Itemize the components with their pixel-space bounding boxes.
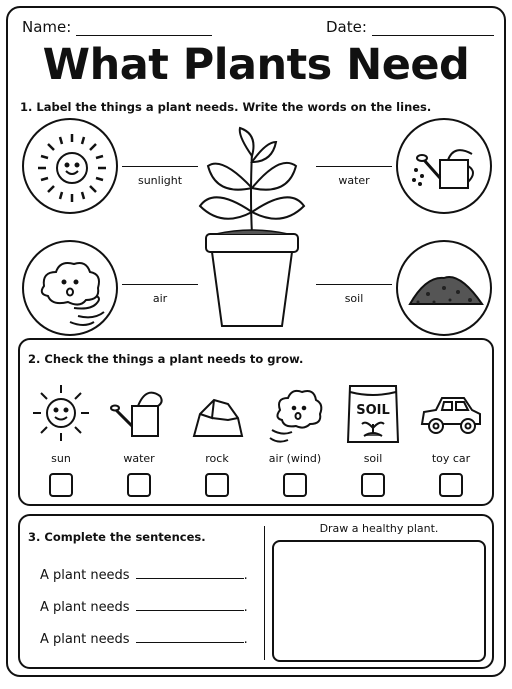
date-label: Date: — [326, 18, 367, 36]
section1-instruction: 1. Label the things a plant needs. Write the words on the lines. — [20, 100, 432, 114]
sentence-1 — [40, 566, 248, 583]
soil-pile-icon — [396, 240, 492, 336]
check-item-rock — [184, 380, 250, 497]
soil-bag-text: SOIL — [356, 403, 390, 418]
item-label-sun: sun — [51, 452, 71, 465]
section3-box — [18, 514, 494, 669]
soil-bag-icon — [340, 380, 406, 446]
soil-line[interactable] — [316, 284, 392, 285]
item-label-water: water — [123, 452, 155, 465]
name-label: Name: — [22, 18, 72, 36]
date-header — [326, 18, 494, 36]
section2-box — [18, 338, 494, 506]
item-label-rock: rock — [205, 452, 229, 465]
check-item-water — [106, 380, 172, 497]
check-item-soil — [340, 380, 406, 497]
wind-cloud-icon — [262, 380, 328, 446]
water-label: water — [338, 174, 370, 187]
page-title: What Plants Need — [42, 40, 470, 90]
draw-label: Draw a healthy plant. — [319, 522, 439, 535]
sentence-2-text: A plant needs — [40, 600, 130, 615]
section3-divider — [264, 526, 265, 660]
sentence-3-blank[interactable] — [136, 630, 244, 643]
toy-car-icon — [418, 380, 484, 446]
sentence-1-text: A plant needs — [40, 568, 130, 583]
sentence-1-period: . — [243, 568, 248, 583]
sentence-3-period: . — [243, 632, 248, 647]
checkbox-rock[interactable] — [205, 473, 229, 497]
checkbox-soil[interactable] — [361, 473, 385, 497]
section3-instruction: 3. Complete the sentences. — [28, 530, 206, 544]
date-field[interactable] — [372, 21, 494, 36]
sunlight-line[interactable] — [122, 166, 198, 167]
sentence-2-blank[interactable] — [136, 598, 244, 611]
check-item-air — [262, 380, 328, 497]
air-line[interactable] — [122, 284, 198, 285]
sentence-2 — [40, 598, 248, 615]
watering-can-icon — [106, 380, 172, 446]
rock-icon — [184, 380, 250, 446]
checkbox-toy-car[interactable] — [439, 473, 463, 497]
watering-can-icon — [396, 118, 492, 214]
soil-label: soil — [344, 292, 364, 305]
name-header — [22, 18, 212, 36]
wind-cloud-icon — [22, 240, 118, 336]
check-item-toy-car — [418, 380, 484, 497]
item-label-toy-car: toy car — [431, 452, 471, 465]
item-label-air: air (wind) — [268, 452, 322, 465]
section2-instruction: 2. Check the things a plant needs to grow. — [28, 352, 304, 366]
name-field[interactable] — [76, 21, 212, 36]
sunlight-label: sunlight — [137, 174, 183, 187]
worksheet-page — [6, 6, 506, 677]
checkbox-air[interactable] — [283, 473, 307, 497]
item-label-soil: soil — [363, 452, 383, 465]
air-label: air — [152, 292, 168, 305]
checkbox-water[interactable] — [127, 473, 151, 497]
sentence-3 — [40, 630, 248, 647]
sentence-2-period: . — [243, 600, 248, 615]
check-item-sun — [28, 380, 94, 497]
sun-icon — [28, 380, 94, 446]
sentence-1-blank[interactable] — [136, 566, 244, 579]
sentence-3-text: A plant needs — [40, 632, 130, 647]
potted-plant-icon — [192, 126, 312, 332]
sun-icon — [22, 118, 118, 214]
water-line[interactable] — [316, 166, 392, 167]
drawing-area[interactable] — [272, 540, 486, 662]
checkbox-sun[interactable] — [49, 473, 73, 497]
